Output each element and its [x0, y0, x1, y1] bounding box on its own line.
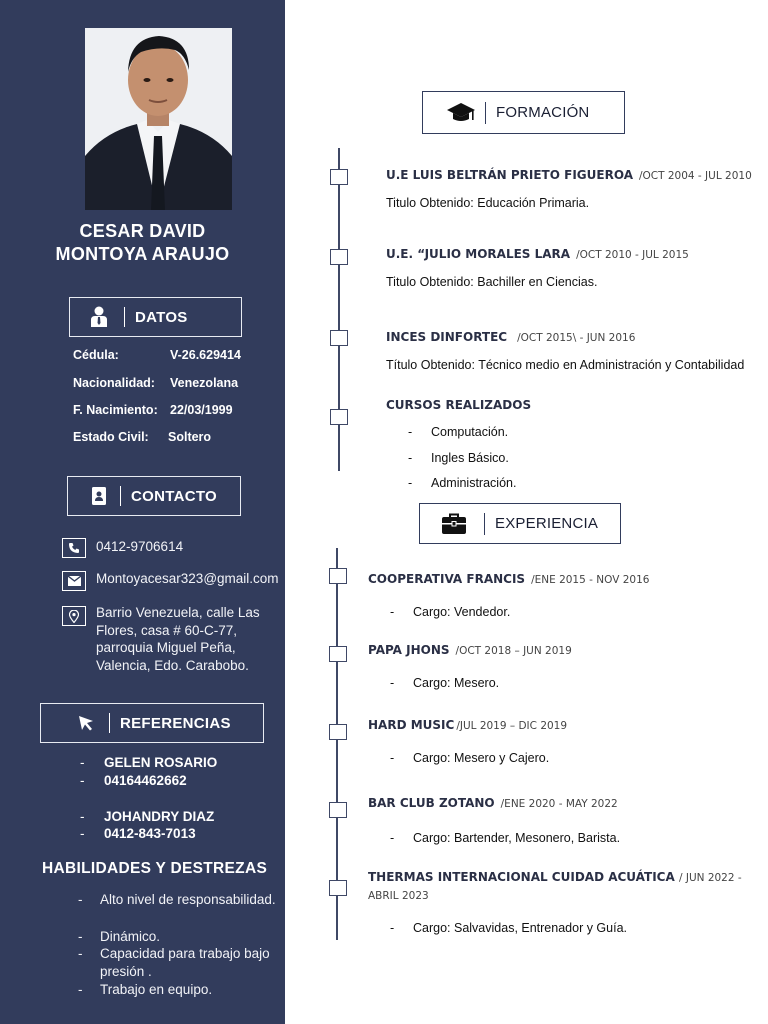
sidebar: CESAR DAVID MONTOYA ARAUJO DATOS Cédula: V-26.629414 Nacionalidad: Venezolana F. Nacimiento: 22/03/1999 Estado Civil: Soltero CONTACTO 0412-9706614 Montoyacesar323@gmail.com Barrio Venezuela, calle Las Flores, casa # 60-C-77, parroquia Miguel Peña, Valencia, Edo. Carabobo. REFERENCIAS - GELEN ROSARIO - 04164462662 - JOHANDRY DIAZ - 0412-843-7013 HABILIDADES Y DESTREZAS - Alto nivel de responsabilidad. - Dinámico. - Capacidad para trabajo bajo presión . - Trabajo en equipo. — [0, 0, 285, 1024]
briefcase-icon — [436, 513, 472, 535]
contacto-title: CONTACTO — [131, 487, 218, 505]
contact-email: Montoyacesar323@gmail.com — [96, 571, 279, 586]
divider — [484, 513, 485, 535]
job-title: COOPERATIVA FRANCIS /ENE 2015 - NOV 2016 — [368, 572, 650, 586]
address-line: Barrio Venezuela, calle Las — [96, 605, 260, 620]
education-title: U.E. “JULIO MORALES LARA /OCT 2010 - JUL 2015 — [386, 247, 689, 261]
education-title: INCES DINFORTEC /OCT 2015\ - JUN 2016 — [386, 330, 636, 344]
divider — [124, 307, 125, 327]
reference-name: - GELEN ROSARIO — [80, 755, 218, 770]
datos-value: V-26.629414 — [170, 348, 241, 362]
location-pin-icon — [62, 606, 86, 626]
divider — [120, 486, 121, 506]
address-line: parroquia Miguel Peña, — [96, 640, 236, 655]
cursor-icon — [71, 714, 101, 732]
experiencia-title: EXPERIENCIA — [495, 515, 599, 532]
contacto-header — [67, 476, 241, 516]
timeline-node — [329, 802, 347, 818]
education-detail: Titulo Obtenido: Educación Primaria. — [386, 196, 590, 210]
graduation-cap-icon — [443, 101, 479, 125]
address-line: Valencia, Edo. Carabobo. — [96, 657, 249, 673]
timeline-node — [330, 409, 348, 425]
phone-icon — [62, 538, 86, 558]
contact-card-icon — [84, 487, 114, 505]
datos-header — [69, 297, 242, 337]
contact-address — [96, 604, 260, 674]
divider — [109, 713, 110, 733]
datos-label: Estado Civil: — [73, 430, 149, 444]
job-title: THERMAS INTERNACIONAL CUIDAD ACUÁTICA / JUN 2022 - ABRIL 2023 — [368, 870, 742, 902]
reference-phone: - 0412-843-7013 — [80, 826, 196, 841]
reference-name: - JOHANDRY DIAZ — [80, 809, 215, 824]
education-detail: Título Obtenido: Técnico medio en Administración y Contabilidad — [386, 358, 745, 372]
education-title: U.E LUIS BELTRÁN PRIETO FIGUEROA /OCT 2004 - JUL 2010 — [386, 168, 752, 182]
job-title: PAPA JHONS /OCT 2018 – JUN 2019 — [368, 643, 572, 657]
timeline-node — [329, 724, 347, 740]
address-line: Flores, casa # 60-C-77, — [96, 622, 238, 638]
timeline-node — [329, 646, 347, 662]
courses-title: CURSOS REALIZADOS — [386, 398, 532, 412]
profile-photo — [85, 28, 232, 210]
datos-label: Nacionalidad: — [73, 376, 155, 390]
job-title: BAR CLUB ZOTANO /ENE 2020 - MAY 2022 — [368, 796, 618, 810]
name-line-1: CESAR DAVID — [79, 221, 206, 241]
user-icon — [84, 306, 114, 328]
datos-value: 22/03/1999 — [170, 403, 233, 417]
contact-phone: 0412-9706614 — [96, 539, 184, 554]
timeline-node — [330, 169, 348, 185]
formacion-title: FORMACIÓN — [496, 104, 590, 121]
datos-value: Soltero — [168, 430, 212, 444]
datos-label: F. Nacimiento: — [73, 403, 158, 417]
datos-label: Cédula: — [73, 348, 119, 362]
job-title: HARD MUSIC /JUL 2019 – DIC 2019 — [368, 718, 568, 732]
datos-value: Venezolana — [170, 376, 239, 390]
name-line-2: MONTOYA ARAUJO — [55, 244, 230, 264]
referencias-header — [40, 703, 264, 743]
referencias-title: REFERENCIAS — [120, 714, 231, 732]
timeline-node — [330, 249, 348, 265]
timeline-node — [329, 568, 347, 584]
reference-phone: - 04164462662 — [80, 773, 187, 788]
timeline-node — [329, 880, 347, 896]
experiencia-header — [419, 503, 621, 544]
email-icon — [62, 571, 86, 591]
divider — [485, 102, 486, 124]
skills-title: HABILIDADES Y DESTREZAS — [42, 860, 268, 877]
formacion-header — [422, 91, 625, 134]
education-detail: Titulo Obtenido: Bachiller en Ciencias. — [386, 275, 598, 289]
datos-title: DATOS — [135, 308, 188, 326]
timeline-node — [330, 330, 348, 346]
